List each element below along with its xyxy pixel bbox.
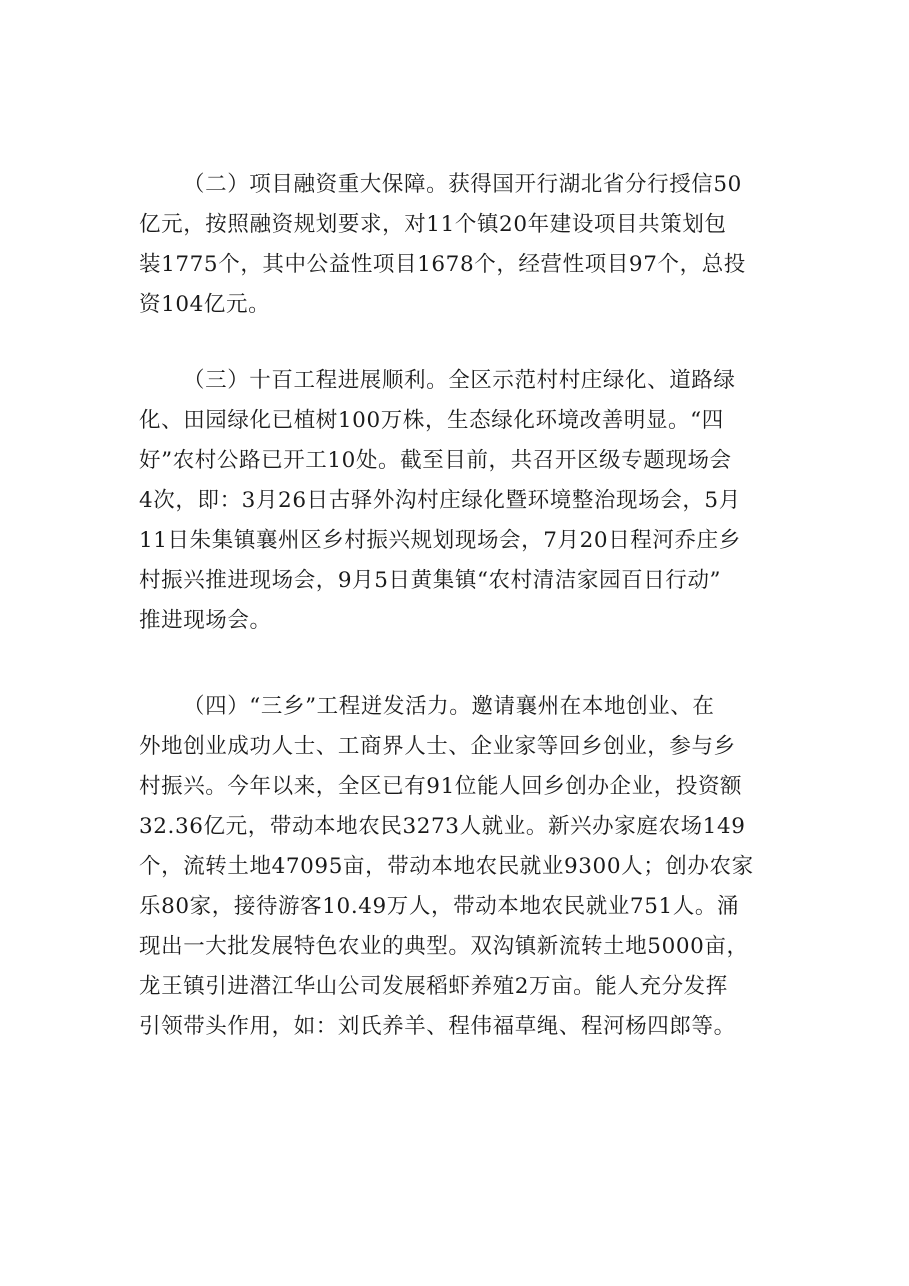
paragraph-line: 村振兴。今年以来，全区已有91位能人回乡创办企业，投资额 (139, 774, 743, 799)
paragraph-line: 4次，即：3月26日古驿外沟村庄绿化暨环境整治现场会，5月 (139, 488, 741, 513)
paragraph-line: （二）项目融资重大保障。获得国开行湖北省分行授信50 (183, 172, 742, 197)
paragraph-line: 外地创业成功人士、工商界人士、企业家等回乡创业，参与乡 (139, 734, 736, 759)
paragraph-line: 乐80家，接待游客10.49万人，带动本地农民就业751人。涌 (139, 894, 740, 919)
paragraph-line: 好”农村公路已开工10处。截至目前，共召开区级专题现场会 (139, 448, 732, 473)
paragraph-line: 装1775个，其中公益性项目1678个，经营性项目97个，总投 (139, 252, 746, 277)
paragraph-line: （三）十百工程进展顺利。全区示范村村庄绿化、道路绿 (183, 368, 736, 393)
paragraph-line: 推进现场会。 (139, 608, 272, 633)
paragraph-line: （四）“三乡”工程迸发活力。邀请襄州在本地创业、在 (183, 694, 715, 719)
paragraph-line: 现出一大批发展特色农业的典型。双沟镇新流转土地5000亩， (139, 934, 749, 959)
paragraph-line: 11日朱集镇襄州区乡村振兴规划现场会，7月20日程河乔庄乡 (139, 528, 741, 553)
paragraph-line: 亿元，按照融资规划要求，对11个镇20年建设项目共策划包 (139, 212, 727, 237)
paragraph-line: 龙王镇引进潜江华山公司发展稻虾养殖2万亩。能人充分发挥 (139, 974, 728, 999)
paragraph-line: 个，流转土地47095亩，带动本地农民就业9300人；创办农家 (139, 854, 754, 879)
paragraph-line: 村振兴推进现场会，9月5日黄集镇“农村清洁家园百日行动” (139, 568, 722, 593)
paragraph-line: 32.36亿元，带动本地农民3273人就业。新兴办家庭农场149 (139, 814, 746, 839)
paragraph-line: 资104亿元。 (139, 292, 271, 317)
paragraph-line: 引领带头作用，如：刘氏养羊、程伟福草绳、程河杨四郎等。 (139, 1014, 736, 1039)
paragraph-line: 化、田园绿化已植树100万株，生态绿化环境改善明显。“四 (139, 408, 724, 433)
